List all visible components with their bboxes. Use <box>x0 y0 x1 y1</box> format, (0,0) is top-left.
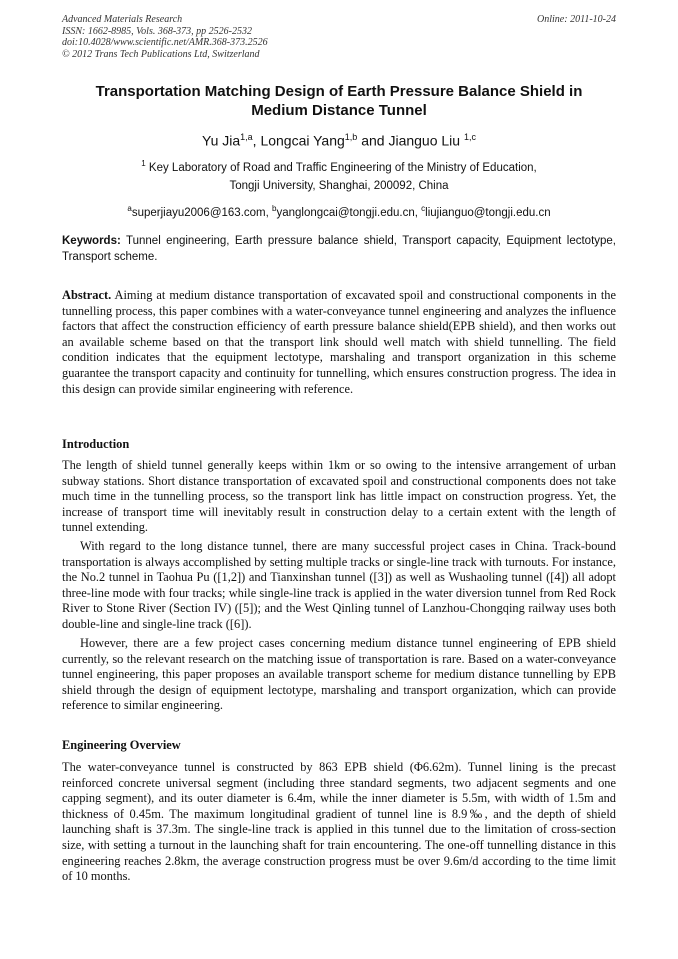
introduction-paragraph-3: However, there are a few project cases concerning medium distance tunnel engineering of EPB shield currently, so the relevant research on the matching issue of transportation is rare. Based on a water-conveyance tunnel engineering, this paper proposes an available transport scheme for medium distance tunnelling by EPB shield through the design of equipment lectotype, marshaling and transport organization, which can provide reference to similar engineering. <box>62 636 616 713</box>
keywords-block <box>62 234 616 265</box>
introduction-paragraph-1: The length of shield tunnel generally keeps within 1km or so owing to the intensive arrangement of urban subway stations. Short distance transportation of excavated spoil and constructional components does not take much time in the tunnelling process, so the transport link has little impact on construction progress. Yet, the increase of transport time will inevitably result in construction delay to a certain extent with the length of tunnel extending. <box>62 458 616 535</box>
introduction-paragraph-2: With regard to the long distance tunnel, there are many successful project cases in China. Track-bound transportation is always accomplished by setting multiple tracks or single-line track with turnouts. For instance, the No.2 tunnel in Taohua Pu ([1,2]) and Tianxinshan tunnel ([3]) as well as Wushaoling tunnel ([4]) all adopt three-line mode with four tracks; while single-line track is applied in the water diversion tunnel from Red Rock River to Stone River (Section IV) ([5]); and the West Qinling tunnel of Lanzhou-Chongqing railway uses both double-line and single-line track ([6]). <box>62 539 616 631</box>
overview-paragraph-1: The water-conveyance tunnel is constructed by 863 EPB shield (Φ6.62m). Tunnel lining is the precast reinforced concrete universal segment (including three standard segments, two adjacent segments and one capping segment), and its outer diameter is 6.4m, while the inner diameter is 5.5m, with width of 1.5m and thickness of 0.45m. The maximum longitudinal gradient of tunnel line is 8.9‰, and the depth of shield launching shaft is 37.3m. The single-line track is applied in this tunnel due to the limitation of cross-section size, with setting a turnout in the launching shaft for train encountering. The one-off tunnelling distance in this engineering reaches 2.8km, the average construction progress must be over 9.6m/d according to the time limit of 10 months. <box>62 760 616 884</box>
keywords-label: Keywords: <box>62 235 121 247</box>
title-line-1: Transportation Matching Design of Earth Pressure Balance Shield in <box>95 83 583 100</box>
affiliation-line-1 <box>62 156 616 176</box>
abstract-block <box>62 288 616 397</box>
email-c: liujianguo@tongji.edu.cn <box>425 206 551 219</box>
paper-title <box>62 82 616 120</box>
section-heading-introduction: Introduction <box>62 437 130 451</box>
email-b: yanglongcai@tongji.edu.cn, <box>276 206 422 219</box>
affiliation-text: Key Laboratory of Road and Traffic Engineering of the Ministry of Education, <box>145 161 537 174</box>
issn-line: ISSN: 1662-8985, Vols. 368-373, pp 2526-2532 <box>62 25 252 37</box>
author-separator: , <box>252 132 261 149</box>
email-superscript: a <box>127 204 132 213</box>
author-name: Longcai Yang <box>260 132 345 149</box>
author-superscript: 1,c <box>463 132 476 142</box>
affiliation-line-2: Tongji University, Shanghai, 200092, China <box>229 180 449 192</box>
author-superscript: 1,b <box>344 132 358 142</box>
email-a: superjiayu2006@163.com, <box>131 206 273 219</box>
section-heading-engineering-overview: Engineering Overview <box>62 738 181 752</box>
affiliation-superscript: 1 <box>141 159 146 168</box>
online-date: Online: 2011-10-24 <box>537 14 616 25</box>
keywords-text: Tunnel engineering, Earth pressure balance shield, Transport capacity, Equipment lectotype, Transport scheme. <box>62 235 616 263</box>
abstract-text: Aiming at medium distance transportation of excavated spoil and constructional components in the tunnelling process, this paper combines with a water-conveyance tunnel engineering and analyzes the influence factors that affect the construction efficiency of earth pressure balance shield(EPB shield), and then works out an available scheme based on that the transport link should well match with shield tunnelling. The field condition indicates that the equipment lectotype, marshaling and transport organization in this scheme guarantee the transport capacity and continuity for tunnelling, which ensures construction progress. The idea in this design can provide similar engineering with reference. <box>62 288 616 396</box>
author-name: Jianguo Liu <box>388 132 464 149</box>
title-line-2: Medium Distance Tunnel <box>251 102 427 119</box>
author-emails <box>62 201 616 221</box>
email-superscript: b <box>272 204 277 213</box>
doi-line: doi:10.4028/www.scientific.net/AMR.368-373.2526 <box>62 37 268 48</box>
author-superscript: 1,a <box>240 132 253 142</box>
author-name: Yu Jia <box>202 132 241 149</box>
author-list <box>62 128 616 150</box>
copyright-line: © 2012 Trans Tech Publications Ltd, Switzerland <box>62 48 260 60</box>
journal-name: Advanced Materials Research <box>62 14 183 25</box>
email-superscript: c <box>421 204 426 213</box>
running-header <box>62 14 616 60</box>
abstract-label: Abstract. <box>62 288 112 302</box>
author-separator: and <box>357 132 389 149</box>
